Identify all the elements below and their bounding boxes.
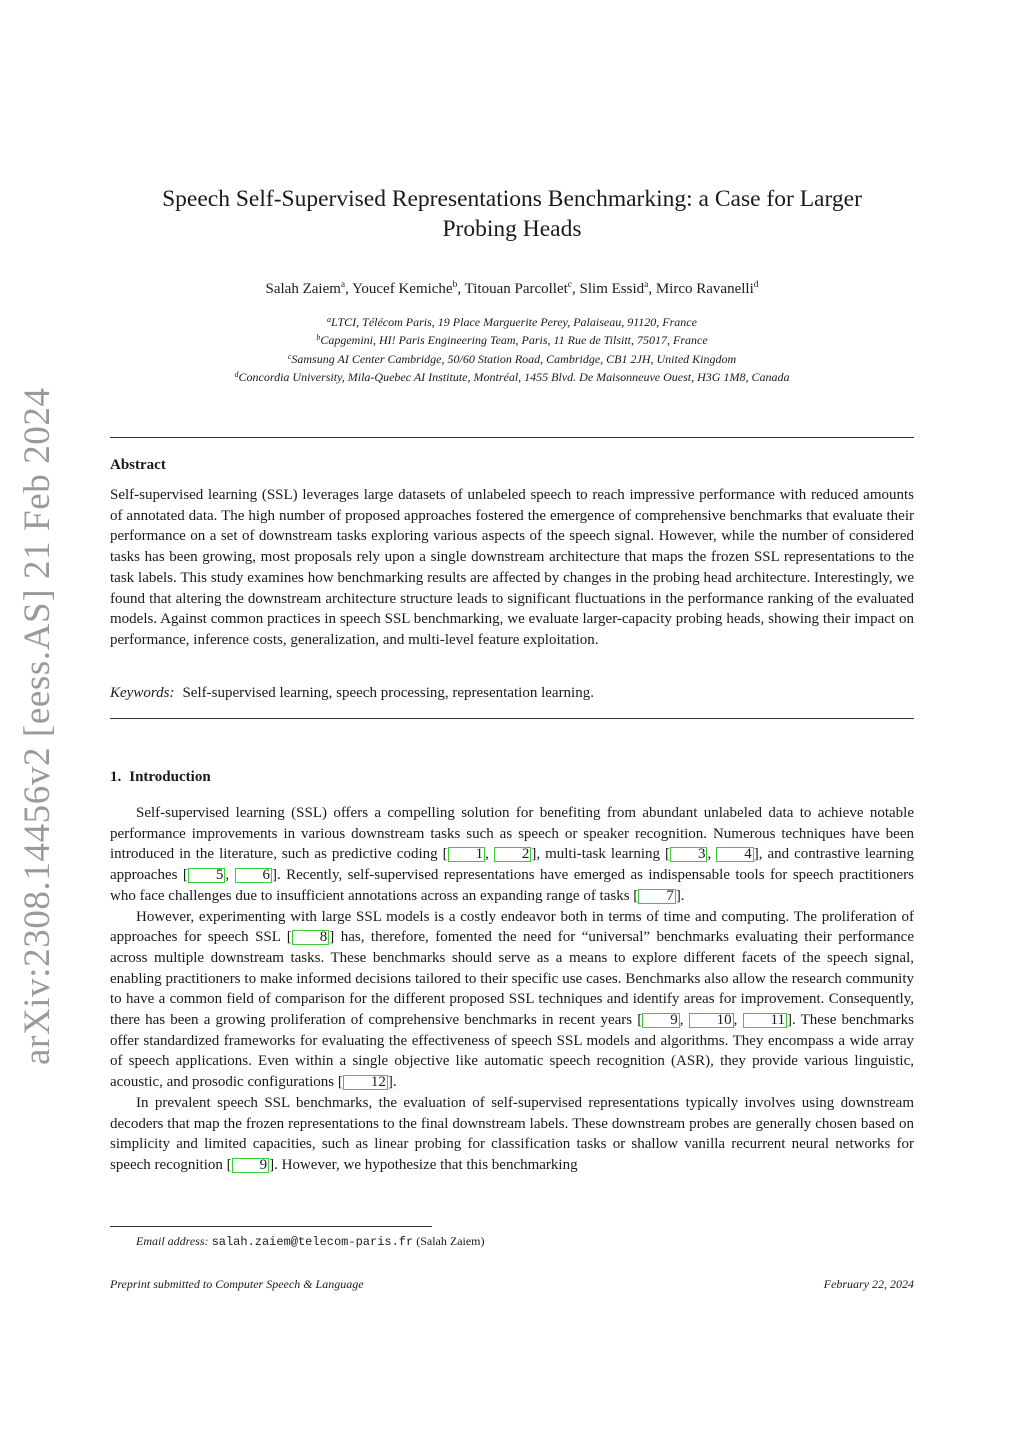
citation-link[interactable]: 2 (494, 847, 532, 862)
citation-link[interactable]: 5 (188, 868, 226, 883)
citation-link[interactable]: 12 (343, 1075, 388, 1090)
author: Slim Essid$^a$ (579, 280, 649, 297)
abstract-bottom-rule (110, 718, 914, 719)
citation-link[interactable]: 10 (689, 1013, 734, 1028)
section-number: 1. (110, 769, 122, 785)
title-line-2: Probing Heads (442, 216, 582, 242)
paragraph: In prevalent speech SSL benchmarks, the evaluation of self-supervised representations typically involves using downstream decoders that map the frozen representations to the final downstream labels. These downstream probes are generally chosen based on simplicity and limited capacities, such as linear probing for classification tasks or shallow vanilla recurrent neural networks for speech recognition [ 9 ]. However, we hypothesize that this benchmarking (110, 1094, 914, 1173)
affiliation: $^c$Samsung AI Center Cambridge, 50/60 Station Road, Cambridge, CB1 2JH, United Kingdom (287, 351, 737, 366)
citation-link[interactable]: 9 (232, 1158, 270, 1173)
section-title: Introduction (129, 769, 211, 785)
author: Youcef Kemiche$^b$ (352, 280, 458, 297)
footnote-author: (Salah Zaiem) (416, 1234, 485, 1248)
author-email[interactable]: salah.zaiem@telecom-paris.fr (211, 1235, 414, 1249)
citation-link[interactable]: 6 (235, 868, 273, 883)
keywords-text: Self-supervised learning, speech processing, representation learning. (182, 685, 594, 701)
citation-link[interactable]: 8 (292, 930, 330, 945)
footer-venue: Preprint submitted to Computer Speech & Language (110, 1277, 364, 1291)
paper-title (110, 184, 914, 244)
footnote (136, 1233, 485, 1250)
footer-date: February 22, 2024 (823, 1277, 914, 1291)
citation-link[interactable]: 9 (642, 1013, 680, 1028)
title-line-1: Speech Self-Supervised Representations Benchmarking: a Case for Larger (162, 186, 862, 212)
citation-link[interactable]: 1 (448, 847, 486, 862)
abstract-heading: Abstract (110, 457, 166, 473)
author: Salah Zaiem$^a$ (265, 280, 346, 297)
keywords-label: Keywords: (110, 685, 175, 701)
affiliation: $^a$LTCI, Télécom Paris, 19 Place Marguerite Perey, Palaiseau, 91120, France (327, 315, 697, 329)
footnote-label: Email address: (136, 1234, 209, 1248)
abstract-text: Self-supervised learning (SSL) leverages large datasets of unlabeled speech to reach impressive performance with reduced amounts of annotated data. The high number of proposed approaches fostered the emergence of comprehensive benchmarks that evaluate their performance on a set of downstream tasks exploring various aspects of the speech signal. However, while the number of considered tasks has been growing, most proposals rely upon a single downstream architecture that maps the frozen SSL representations to the task labels. This study examines how benchmarking results are affected by changes in the probing head architecture. Interestingly, we found that altering the downstream architecture structure leads to significant fluctuations in the performance ranking of the evaluated models. Against common practices in speech SSL benchmarking, we evaluate larger-capacity probing heads, showing their impact on performance, inference costs, generalization, and multi-level feature exploitation. (110, 487, 914, 648)
affiliation-list (110, 312, 914, 385)
citation-link[interactable]: 3 (670, 847, 708, 862)
citation-link[interactable]: 11 (743, 1013, 787, 1028)
footnote-rule (110, 1226, 432, 1227)
author: Mirco Ravanelli$^d$ (655, 280, 759, 297)
author-list: Salah Zaiem$^a$, Youcef Kemiche$^b$, Titouan Parcollet$^c$, Slim Essid$^a$, Mirco Ravanelli$^d$ (265, 280, 759, 297)
abstract-top-rule (110, 437, 914, 438)
arxiv-stamp: arXiv:2308.14456v2 [eess.AS] 21 Feb 2024 (17, 387, 58, 1065)
citation-link[interactable]: 7 (638, 889, 676, 904)
citation-link[interactable]: 4 (716, 847, 754, 862)
keywords (110, 683, 914, 703)
paragraph: However, experimenting with large SSL models is a costly endeavor both in terms of time and computing. The proliferation of approaches for speech SSL [ 8 ] has, therefore, fomented the need for “universal” benchmarks evaluating their performance across multiple downstream tasks. These benchmarks should serve as a means to explore different facets of the speech signal, enabling practitioners to make informed decisions tailored to their specific use cases. Benchmarks also allow the research community to have a common field of comparison for the different proposed SSL techniques and identify areas for improvement. Consequently, there has been a growing proliferation of comprehensive benchmarks in recent years [ 9 , 10 , 11 ]. These benchmarks offer standardized frameworks for evaluating the effectiveness of speech SSL models and algorithms. They encompass a wide array of speech applications. Even within a single objective like automatic speech recognition (ASR), they provide various linguistic, acoustic, and prosodic configurations [ 12 ]. (110, 908, 915, 1091)
author: Titouan Parcollet$^c$ (464, 280, 573, 297)
affiliation: $^d$Concordia University, Mila-Quebec AI Institute, Montréal, 1455 Blvd. De Maisonneuve Ouest, H3G 1M8, Canada (234, 369, 790, 384)
affiliation: $^b$Capgemini, HI! Paris Engineering Team, Paris, 11 Rue de Tilsitt, 75017, France (316, 333, 708, 348)
section-heading (110, 768, 211, 786)
section-body (110, 803, 914, 1176)
paragraph: Self-supervised learning (SSL) offers a compelling solution for benefiting from abundant unlabeled data to achieve notable performance improvements in various downstream tasks such as speech or speaker recognition. Numerous techniques have been introduced in the literature, such as predictive coding [ 1 , 2 ], multi-task learning [ 3 , 4 ], and contrastive learning approaches [ 5 , 6 ]. Recently, self-supervised representations have emerged as indispensable tools for speech practitioners who face challenges due to insufficient annotations across an expanding range of tasks [ 7 ]. (110, 805, 915, 904)
